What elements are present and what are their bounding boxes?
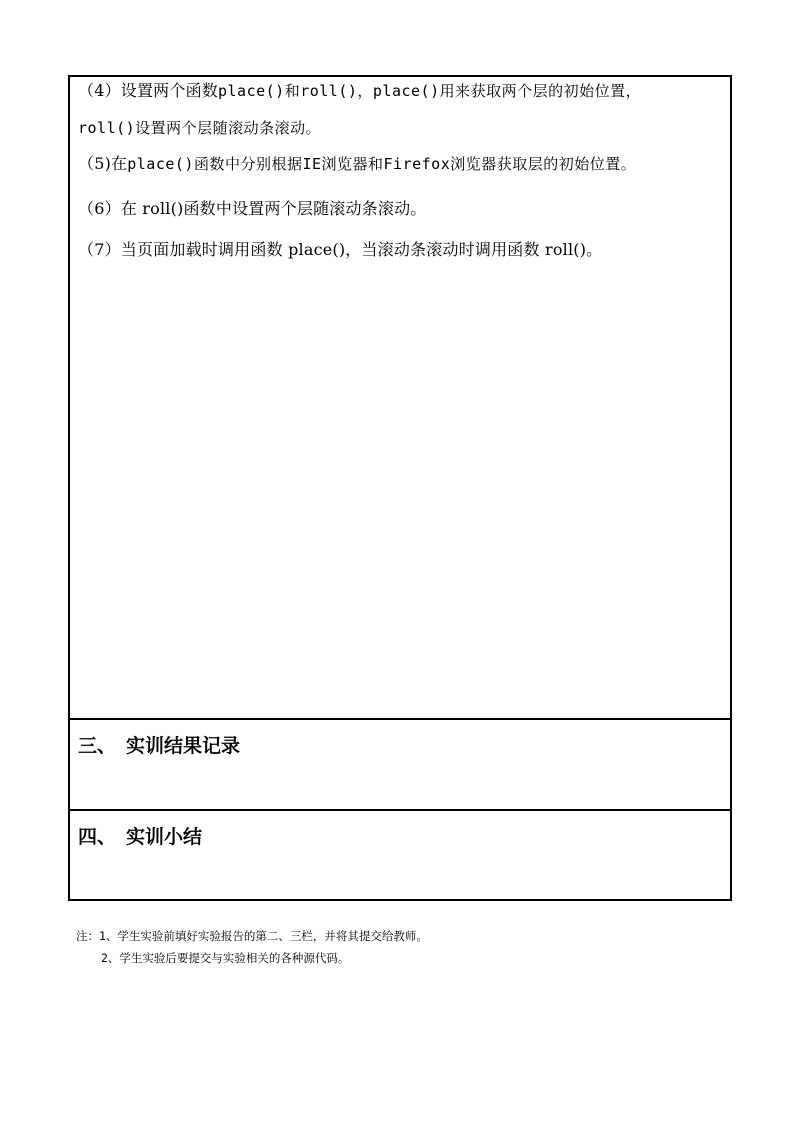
summary-heading [78, 825, 202, 849]
step-4-prefix: （4）设置两个函数 [78, 81, 218, 100]
footnote-2: 2、学生实验后要提交与实验相关的各种源代码。 [101, 951, 350, 965]
step-4-line-2: roll()设置两个层随滚动条滚动。 [78, 119, 322, 137]
summary-section [70, 811, 730, 901]
experiment-steps-cell [70, 77, 730, 720]
footnotes [76, 925, 428, 969]
summary-number: 四、 [78, 826, 117, 848]
summary-title: 实训小结 [126, 826, 203, 848]
step-5-code-text: place()函数中分别根据IE浏览器和Firefox浏览器获取层的初始位置。 [127, 155, 637, 173]
results-record-heading [78, 734, 240, 758]
step-5-prefix: （5)在 [78, 154, 128, 173]
step-7: （7）当页面加载时调用函数 place()，当滚动条滚动时调用函数 roll()。 [78, 240, 603, 259]
report-table [68, 75, 732, 901]
results-record-number: 三、 [78, 735, 117, 757]
step-6: （6）在 roll()函数中设置两个层随滚动条滚动。 [78, 199, 427, 218]
step-4-code-text: place()和roll()，place()用来获取两个层的初始位置， [217, 82, 642, 100]
footnote-1: 注：1、学生实验前填好实验报告的第二、三栏，并将其提交给教师。 [76, 929, 428, 943]
step-4-line-1 [78, 80, 726, 102]
step-5 [78, 153, 726, 175]
results-record-section [70, 720, 730, 811]
results-record-title: 实训结果记录 [126, 735, 241, 757]
